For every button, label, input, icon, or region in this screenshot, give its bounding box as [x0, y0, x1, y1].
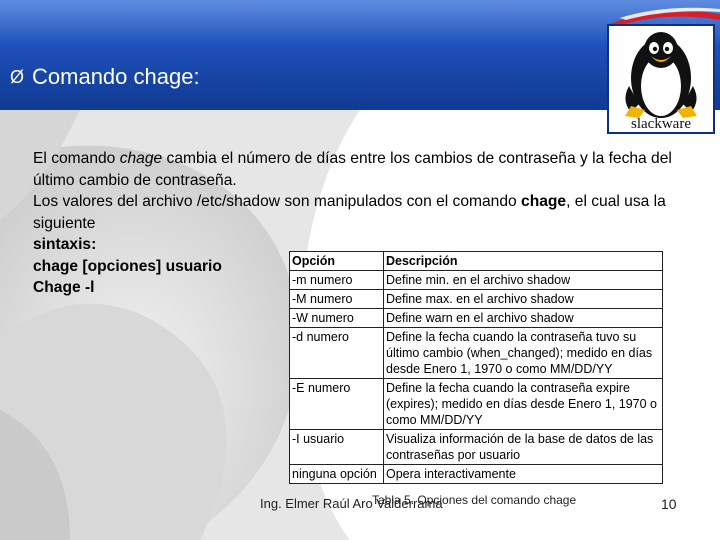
slide-title: [10, 64, 200, 90]
footer-author: Ing. Elmer Raúl Aro Valderrama: [260, 496, 443, 511]
command-name-bold: chage: [521, 193, 567, 210]
paragraph-description: El comando chage cambia el número de días entre los cambios de contraseña y la fecha del último cambio de contraseña.: [33, 150, 672, 189]
bullet-arrow-icon: Ø: [10, 66, 25, 87]
description-cell: Opera interactivamente: [384, 465, 663, 484]
example-line: Chage -l: [33, 279, 95, 296]
option-cell: -M numero: [290, 290, 384, 309]
description-cell: Define min. en el archivo shadow: [384, 271, 663, 290]
tux-penguin-icon: [609, 26, 713, 132]
table-header-row: [290, 252, 663, 271]
table-row: [290, 379, 663, 430]
command-name: chage: [119, 150, 163, 167]
syntax-line: chage [opciones] usuario: [33, 257, 222, 275]
table-row: [290, 465, 663, 484]
slide-title-text: Comando chage:: [32, 64, 200, 89]
page-number: 10: [661, 496, 677, 512]
option-cell: -E numero: [290, 379, 384, 430]
option-cell: ninguna opción: [290, 465, 384, 484]
table-row: [290, 430, 663, 465]
description-cell: Define max. en el archivo shadow: [384, 290, 663, 309]
syntax-label: sintaxis:: [33, 236, 97, 253]
description-cell: Define la fecha cuando la contraseña expire (expires); medido en días desde Enero 1, 1970 o como MM/DD/YY: [384, 379, 663, 430]
description-cell: Define la fecha cuando la contraseña tuvo su último cambio (when_changed); medido en días desde Enero 1, 1970 o como MM/DD/YY: [384, 328, 663, 379]
table-caption: Tabla 5. Opciones del comando chage: [372, 493, 577, 507]
options-table: [289, 251, 663, 484]
description-cell: Define warn en el archivo shadow: [384, 309, 663, 328]
table-row: [290, 328, 663, 379]
paragraph-shadow: Los valores del archivo /etc/shadow son manipulados con el comando chage, el cual usa la siguiente: [33, 193, 666, 232]
column-header-option: Opción: [290, 252, 384, 271]
slackware-logo: [607, 24, 715, 134]
slackware-wordmark: slackware: [631, 116, 691, 132]
option-cell: -I usuario: [290, 430, 384, 465]
table-row: [290, 271, 663, 290]
description-cell: Visualiza información de la base de datos de las contraseñas por usuario: [384, 430, 663, 465]
option-cell: -d numero: [290, 328, 384, 379]
option-cell: -m numero: [290, 271, 384, 290]
table-row: [290, 290, 663, 309]
table-row: [290, 309, 663, 328]
column-header-description: Descripción: [384, 252, 663, 271]
option-cell: -W numero: [290, 309, 384, 328]
